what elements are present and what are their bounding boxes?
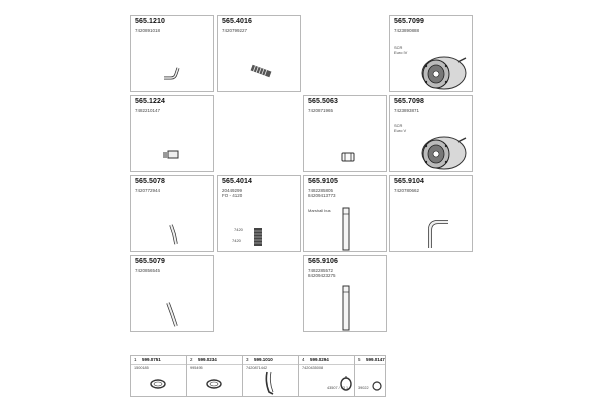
part-note: 7420 <box>234 227 243 232</box>
accessory-code: 599.0147 <box>366 357 385 362</box>
part-card-565-4016[interactable] <box>217 15 301 92</box>
part-note: SCR <box>394 45 403 50</box>
part-code: 565.9106 <box>308 258 338 265</box>
pipe-sleeve-icon <box>338 150 358 164</box>
part-code: 565.9105 <box>308 178 338 185</box>
part-card-565-5063[interactable] <box>303 95 387 172</box>
clamp-ring-icon <box>149 378 167 390</box>
part-code: 565.5063 <box>308 98 338 105</box>
part-reference: 84209413773 <box>308 193 336 198</box>
accessory-reference: 43507 / 43 1 <box>327 386 349 390</box>
accessory-reference: 39022 <box>358 386 369 390</box>
accessory-reference: 7420435008 <box>302 366 324 370</box>
accessory-code: 599.0294 <box>310 357 329 362</box>
part-reference: 7420799227 <box>222 28 248 33</box>
accessories-strip <box>130 355 386 397</box>
clamp-ring-icon <box>371 380 383 392</box>
part-reference: 7420780662 <box>394 188 420 193</box>
part-reference: 7420891018 <box>135 28 161 33</box>
accessory-599-0294[interactable] <box>299 356 355 396</box>
part-reference: 20449299 <box>222 188 243 193</box>
part-code: 565.7098 <box>394 98 424 105</box>
accessory-599-0234[interactable] <box>187 356 243 396</box>
part-code: 565.4014 <box>222 178 252 185</box>
part-card-565-5079[interactable] <box>130 255 214 332</box>
part-card-565-9105[interactable] <box>303 175 387 252</box>
accessory-reference: 7420871442 <box>246 366 268 370</box>
bend-pipe-icon <box>422 216 452 250</box>
part-reference: 84209423275 <box>308 273 336 278</box>
part-reference: 7482285572 <box>308 268 334 273</box>
clamp-ring-icon <box>339 376 353 392</box>
part-card-565-1224[interactable] <box>130 95 214 172</box>
part-reference: 7420772944 <box>135 188 161 193</box>
accessory-number: 3 <box>246 357 249 362</box>
part-card-565-9104[interactable] <box>389 175 473 252</box>
bend-pipe-icon <box>165 222 183 248</box>
part-note: 7420 <box>232 238 241 243</box>
part-card-565-5078[interactable] <box>130 175 214 252</box>
part-code: 565.1210 <box>135 18 165 25</box>
strap-clamp-icon <box>263 370 279 396</box>
accessory-599-1010[interactable] <box>243 356 299 396</box>
accessory-599-0751[interactable] <box>131 356 187 396</box>
part-reference: 7423890888 <box>394 28 420 33</box>
part-card-565-4014[interactable] <box>217 175 301 252</box>
part-reference: 7423893871 <box>394 108 420 113</box>
part-code: 565.5079 <box>135 258 165 265</box>
part-reference: 7482285805 <box>308 188 334 193</box>
accessory-number: 5 <box>358 357 361 362</box>
part-code: 565.4016 <box>222 18 252 25</box>
accessory-code: 599.0751 <box>142 357 161 362</box>
part-reference: 7482210147 <box>135 108 161 113</box>
clamp-ring-icon <box>205 378 223 390</box>
part-card-565-7099[interactable] <box>389 15 473 92</box>
accessory-number: 4 <box>302 357 305 362</box>
accessory-reference: 995495 <box>190 366 203 370</box>
accessory-code: 599.1010 <box>254 357 273 362</box>
part-note: Euro V <box>394 128 407 133</box>
accessory-reference: 1500185 <box>134 366 149 370</box>
part-code: 565.7099 <box>394 18 424 25</box>
part-reference: 7420871965 <box>308 108 334 113</box>
part-reference: 7420856545 <box>135 268 161 273</box>
part-card-565-1210[interactable] <box>130 15 214 92</box>
bend-pipe-icon <box>163 300 183 330</box>
pipe-connector-icon <box>161 148 183 162</box>
bend-pipe-icon <box>161 64 185 82</box>
accessory-number: 2 <box>190 357 193 362</box>
part-note: SCR <box>394 123 403 128</box>
straight-pipe-icon <box>340 206 352 252</box>
accessory-599-0147[interactable] <box>355 356 385 396</box>
muffler-icon <box>412 52 470 92</box>
straight-pipe-icon <box>340 284 352 332</box>
part-card-565-9106[interactable] <box>303 255 387 332</box>
flex-pipe-icon <box>248 64 274 78</box>
part-reference: FO - 4120 <box>222 193 243 198</box>
part-code: 565.1224 <box>135 98 165 105</box>
part-code: 565.9104 <box>394 178 424 185</box>
accessory-code: 599.0234 <box>198 357 217 362</box>
part-note: Euro IV <box>394 50 408 55</box>
part-note: Marshall bus <box>308 208 331 213</box>
muffler-icon <box>412 132 470 172</box>
part-card-565-7098[interactable] <box>389 95 473 172</box>
accessory-number: 1 <box>134 357 137 362</box>
part-code: 565.5078 <box>135 178 165 185</box>
flex-pipe-icon <box>250 226 266 248</box>
